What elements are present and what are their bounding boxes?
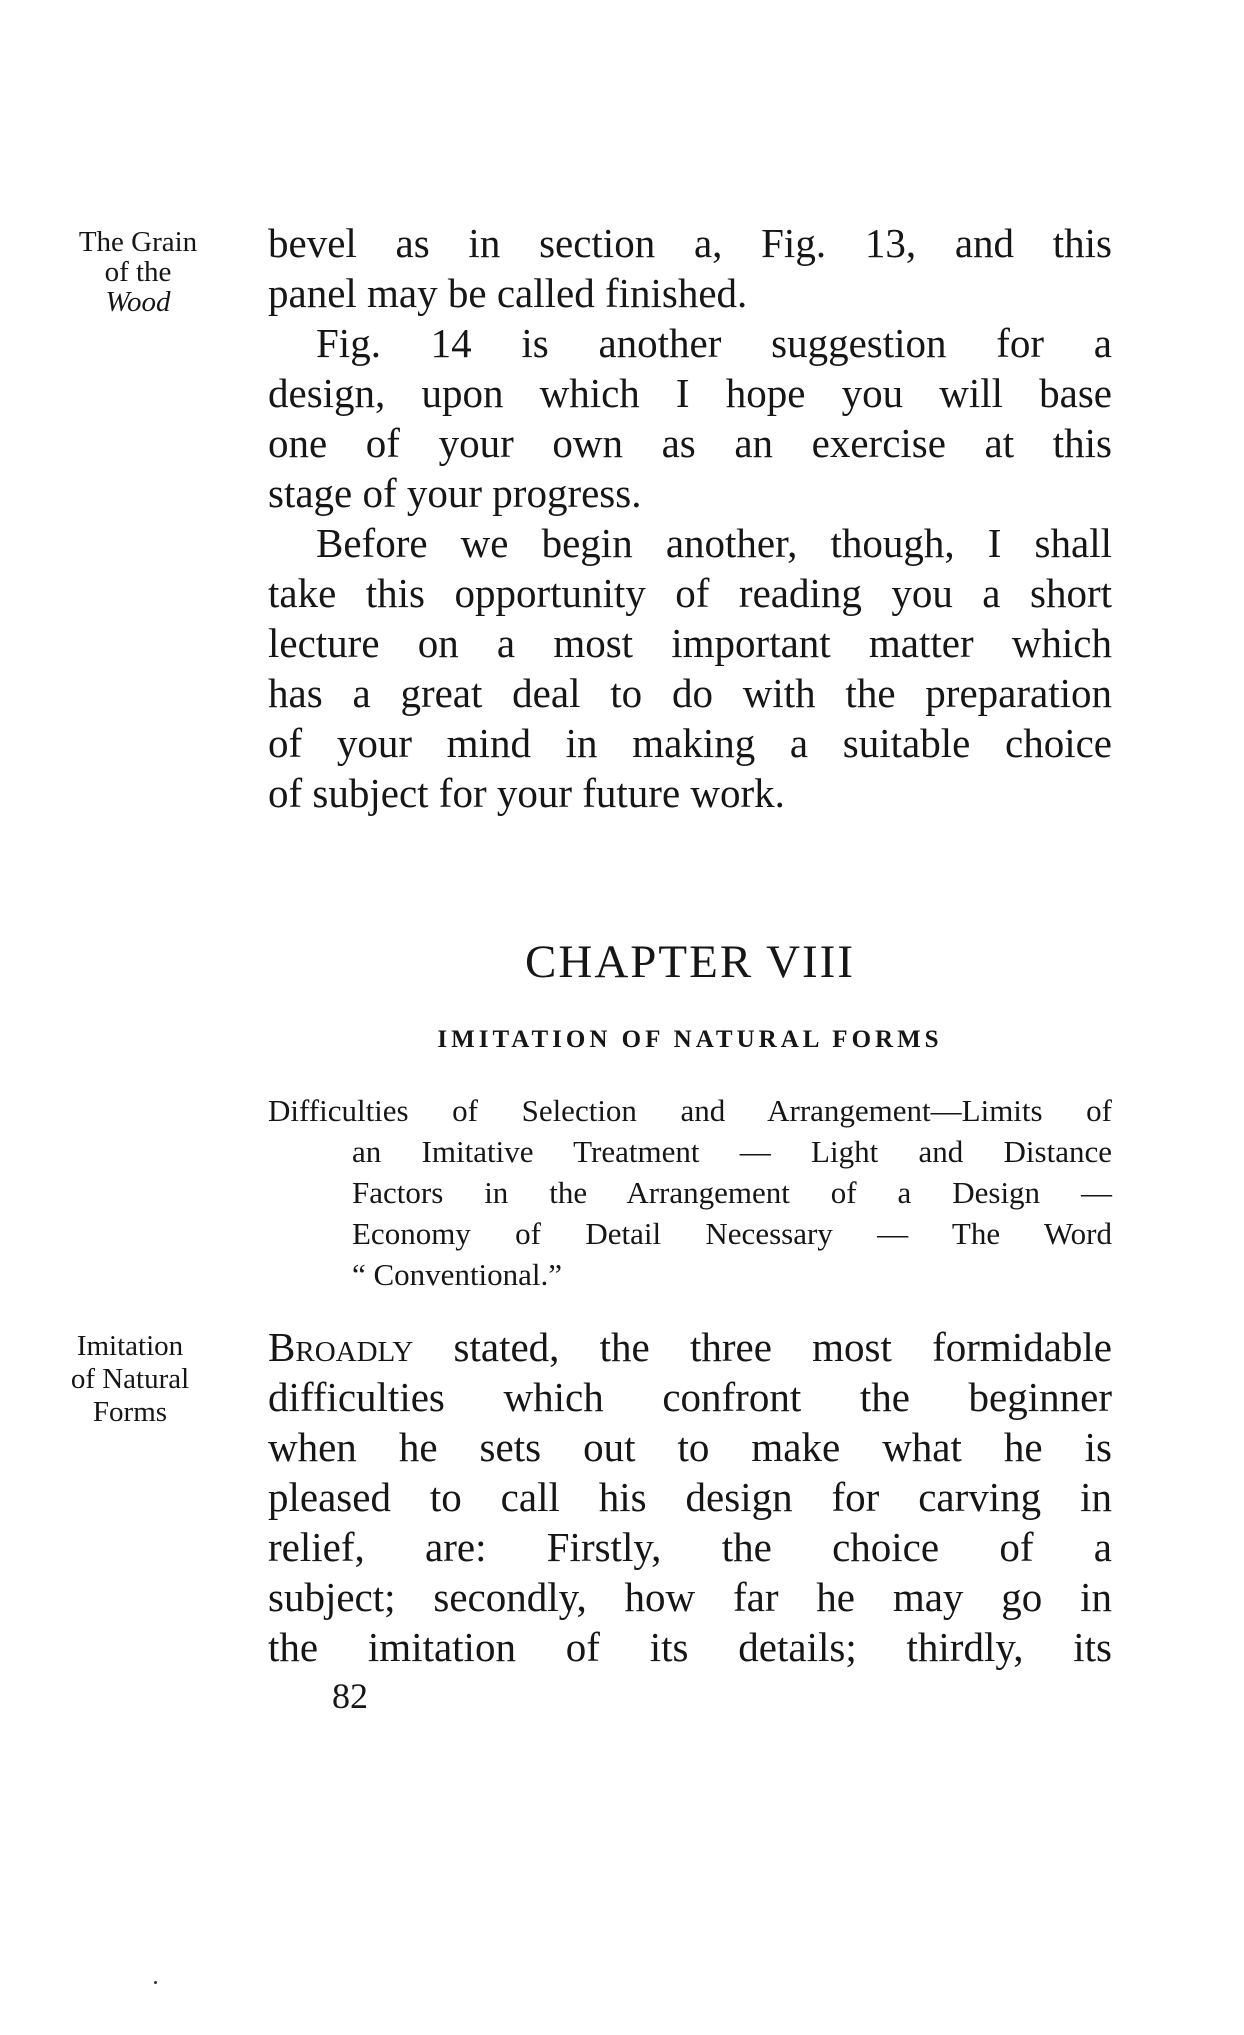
text-line: difficulties which confront the beginner: [268, 1374, 1112, 1420]
chapter-title: CHAPTER VIII: [525, 936, 855, 988]
summary-line: Difficulties of Selection and Arrangement—Limits of: [268, 1093, 1112, 1128]
text-line: when he sets out to make what he is: [268, 1424, 1112, 1470]
text-line: relief, are: Firstly, the choice of a: [268, 1524, 1112, 1570]
text-line: bevel as in section a, Fig. 13, and this: [268, 220, 1112, 266]
summary-line: “ Conventional.”: [352, 1257, 563, 1292]
text-line: one of your own as an exercise at this: [268, 420, 1112, 466]
margin-note-line: The Grain: [78, 226, 198, 258]
margin-note-line: Imitation: [76, 1330, 184, 1362]
text-line: stage of your progress.: [268, 470, 642, 516]
text-line: the imitation of its details; thirdly, its: [268, 1624, 1112, 1670]
text-line: lecture on a most important matter which: [268, 620, 1112, 666]
text-line: Broadly stated, the three most formidable: [268, 1324, 1112, 1370]
chapter-subtitle: IMITATION OF NATURAL FORMS: [437, 1026, 943, 1053]
text-line: pleased to call his design for carving in: [268, 1474, 1112, 1520]
page-number: 82: [332, 1676, 368, 1716]
text-line: take this opportunity of reading you a short: [268, 570, 1112, 616]
text-line: design, upon which I hope you will base: [268, 370, 1112, 416]
margin-note-grain-of-wood: [48, 226, 228, 319]
margin-note-line: of Natural: [70, 1363, 190, 1395]
margin-note-line: Wood: [105, 286, 171, 318]
text-line: subject; secondly, how far he may go in: [268, 1574, 1112, 1620]
drop-word: Broadly: [268, 1324, 414, 1370]
text-line: panel may be called finished.: [268, 270, 748, 316]
summary-line: an Imitative Treatment — Light and Distance: [352, 1134, 1112, 1169]
margin-note-imitation: [40, 1330, 220, 1429]
margin-note-line: of the: [104, 256, 172, 288]
summary-line: Factors in the Arrangement of a Design —: [352, 1175, 1112, 1210]
text-line: Before we begin another, though, I shall: [316, 520, 1112, 566]
text-line: Fig. 14 is another suggestion for a: [316, 320, 1112, 366]
text-line: has a great deal to do with the preparation: [268, 670, 1112, 716]
print-speck: [154, 1981, 157, 1984]
margin-note-line: Forms: [92, 1396, 168, 1428]
text-line: of subject for your future work.: [268, 770, 785, 816]
text-line: of your mind in making a suitable choice: [268, 720, 1112, 766]
summary-line: Economy of Detail Necessary — The Word: [352, 1216, 1112, 1251]
